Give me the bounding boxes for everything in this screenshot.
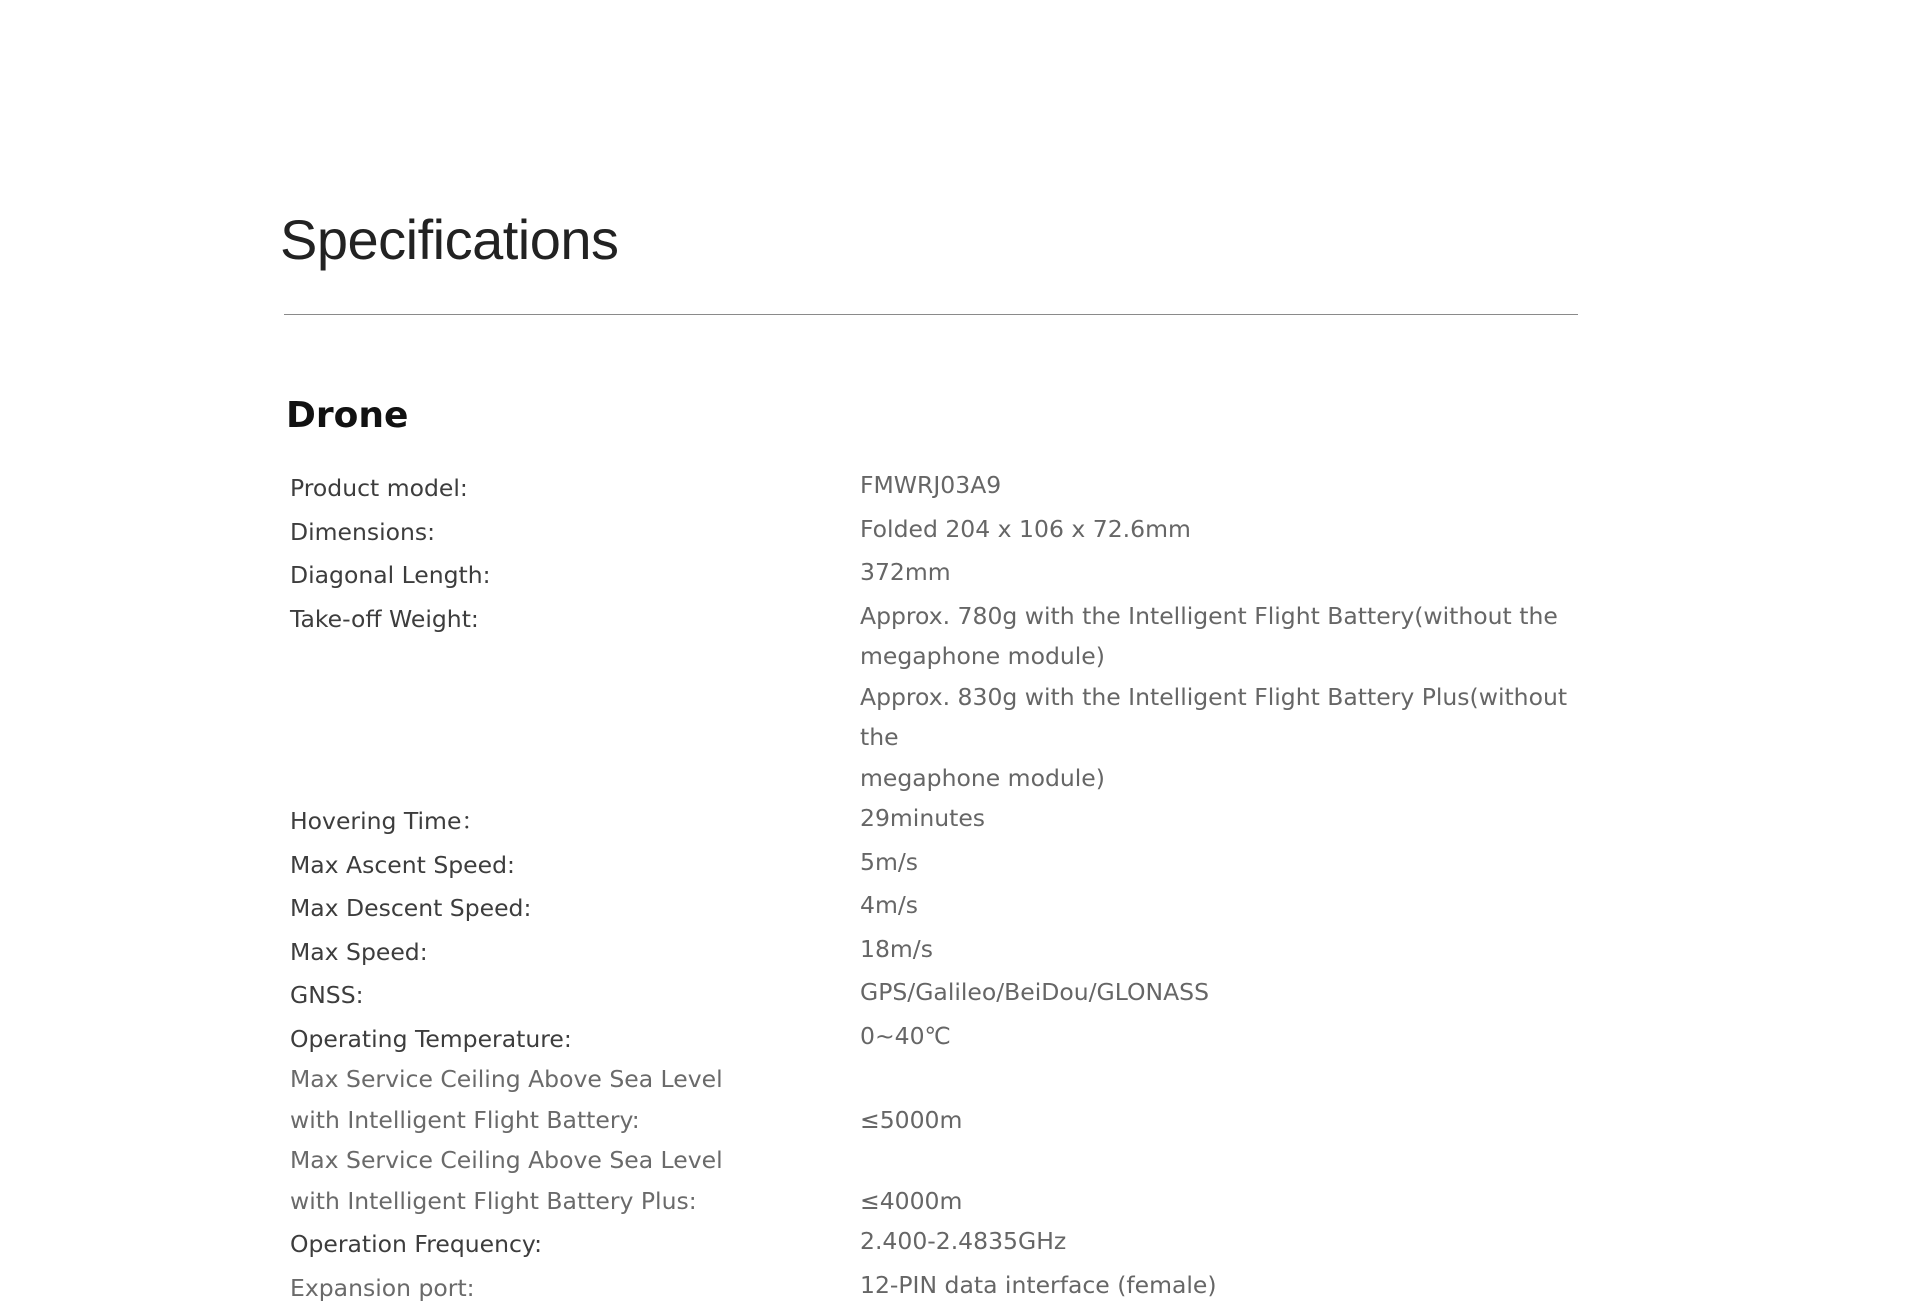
spec-values [860,1140,1590,1221]
spec-row-service-ceiling-battery-plus [290,1140,1590,1221]
spec-value: Approx. 780g with the Intelligent Flight Battery(without the [860,596,1590,637]
spec-values [860,885,1590,926]
spec-value: GPS/Galileo/BeiDou/GLONASS [860,972,1590,1013]
spec-values [860,798,1590,839]
spec-label: Operation Frequency: [290,1221,860,1265]
spec-values [860,1221,1590,1262]
spec-row-service-ceiling-battery [290,1059,1590,1140]
spec-label: Max Speed: [290,929,860,973]
spec-row-dimensions [290,509,1590,553]
spec-value: megaphone module) [860,758,1590,799]
spec-label [290,1140,860,1221]
spec-label: Diagonal Length: [290,552,860,596]
section-heading-drone: Drone [286,394,408,438]
spec-values [860,552,1590,593]
spec-row-operation-frequency [290,1221,1590,1265]
spec-row-takeoff-weight [290,596,1590,799]
spec-label: Max Ascent Speed: [290,842,860,886]
spec-value: Approx. 830g with the Intelligent Flight Battery Plus(without the [860,677,1590,758]
spec-row-hovering-time [290,798,1590,842]
spec-value: 5m/s [860,842,1590,883]
spec-values [860,596,1590,799]
spec-table [290,465,1590,1308]
spec-row-max-descent-speed [290,885,1590,929]
spec-label-line: with Intelligent Flight Battery Plus: [290,1181,860,1222]
spec-value: 372mm [860,552,1590,593]
spec-value: 29minutes [860,798,1590,839]
spec-value: ≤5000m [860,1100,1590,1141]
spec-values [860,929,1590,970]
spec-row-operating-temperature [290,1016,1590,1060]
spec-label [290,1059,860,1140]
spec-values [860,509,1590,550]
spec-values [860,1059,1590,1140]
spec-label-line: Max Service Ceiling Above Sea Level [290,1059,860,1100]
spec-value: 18m/s [860,929,1590,970]
spec-label-line: with Intelligent Flight Battery: [290,1100,860,1141]
spec-label: Operating Temperature: [290,1016,860,1060]
spec-row-gnss [290,972,1590,1016]
spec-values [860,972,1590,1013]
spec-value: 12-PIN data interface (female) [860,1265,1590,1306]
spec-label: Take-off Weight: [290,596,860,640]
spec-row-expansion-port [290,1265,1590,1308]
spec-row-max-ascent-speed [290,842,1590,886]
spec-value: FMWRJ03A9 [860,465,1590,506]
spec-row-product-model [290,465,1590,509]
spec-value: 2.400-2.4835GHz [860,1221,1590,1262]
spec-label: Hovering Time： [290,798,860,842]
spec-value: 4m/s [860,885,1590,926]
spec-label: Product model: [290,465,860,509]
spec-values [860,465,1590,506]
page-title: Specifications [280,205,619,275]
spec-values [860,1265,1590,1306]
spec-label: Expansion port: [290,1265,860,1308]
spec-value: ≤4000m [860,1181,1590,1222]
spec-values [860,842,1590,883]
spec-value: Folded 204 x 106 x 72.6mm [860,509,1590,550]
title-divider [284,314,1578,315]
spec-label-line: Max Service Ceiling Above Sea Level [290,1140,860,1181]
spec-value: 0~40℃ [860,1016,1590,1057]
spec-label: Max Descent Speed: [290,885,860,929]
spec-label: Dimensions: [290,509,860,553]
spec-row-max-speed [290,929,1590,973]
spec-row-diagonal-length [290,552,1590,596]
spec-value: megaphone module) [860,636,1590,677]
spec-label: GNSS: [290,972,860,1016]
spec-values [860,1016,1590,1057]
